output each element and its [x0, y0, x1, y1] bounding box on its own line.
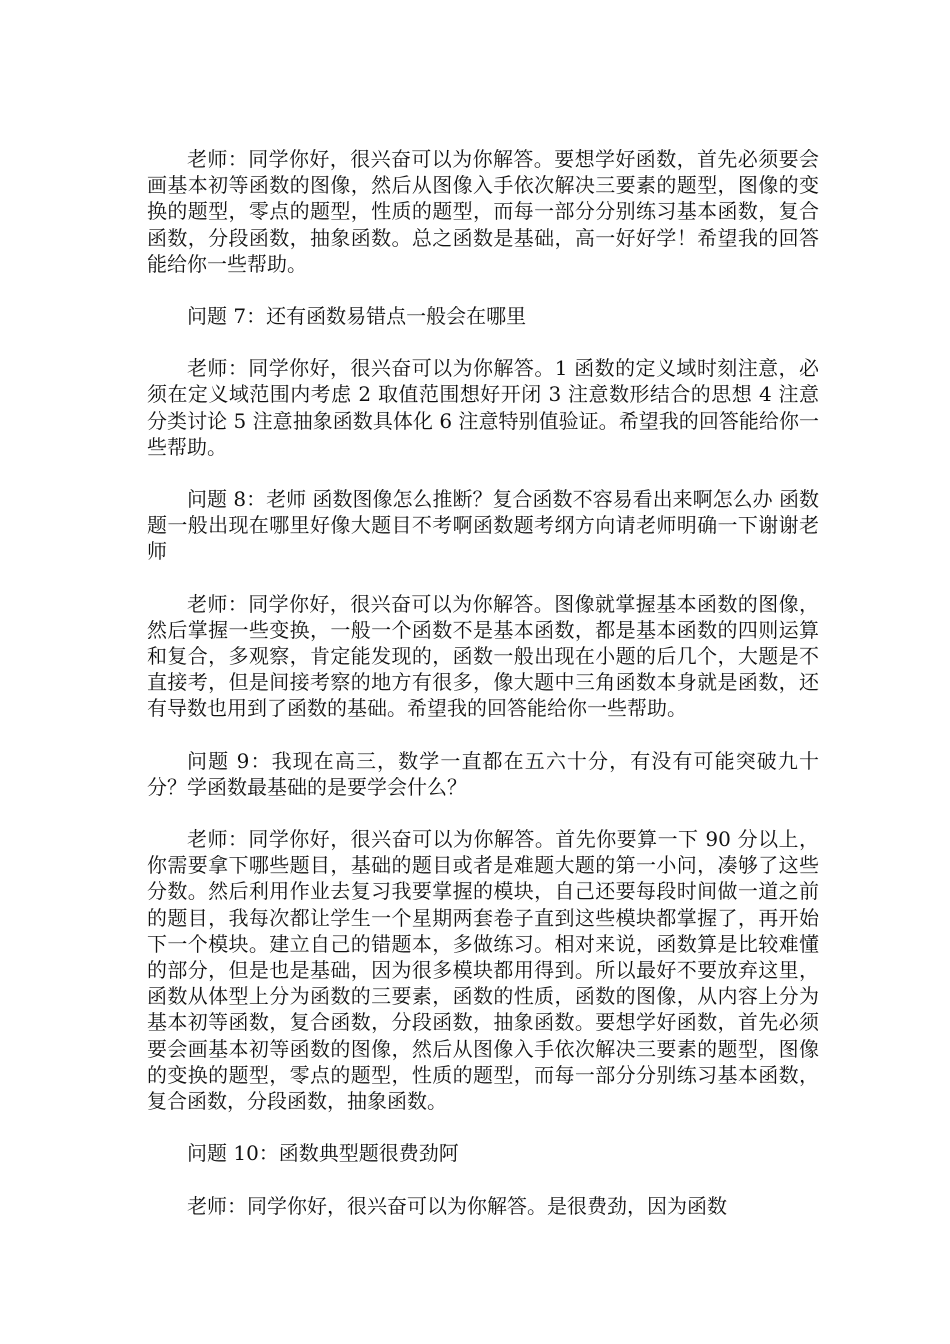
answer-paragraph: 老师：同学你好，很兴奋可以为你解答。首先你要算一下 90 分以上，你需要拿下哪些题目，基础的题目或者是难题大题的第一小问，凑够了这些分数。然后利用作业去复习我要掌握的模块，自己还要每段时间做一道之前的题目，我每次都让学生一个星期两套卷子直到这些模块都掌握了，再开始下一个模块。建立自己的错题本，多做练习。相对来说，函数算是比较难懂的部分，但是也是基础，因为很多模块都用得到。所以最好不要放弃这里，函数从体型上分为函数的三要素，函数的性质，函数的图像，从内容上分为基本初等函数，复合函数，分段函数，抽象函数。要想学好函数，首先必须要会画基本初等函数的图像，然后从图像入手依次解决三要素的题型，图像的变换的题型，零点的题型，性质的题型，而每一部分分别练习基本函数，复合函数，分段函数，抽象函数。: [147, 827, 819, 1114]
question-paragraph: 问题 9：我现在高三，数学一直都在五六十分，有没有可能突破九十分？学函数最基础的是要学会什么？: [147, 748, 819, 799]
answer-paragraph: 老师：同学你好，很兴奋可以为你解答。1 函数的定义域时刻注意，必须在定义域范围内考虑 2 取值范围想好开闭 3 注意数形结合的思想 4 注意分类讨论 5 注意抽象函数具体化 6 注意特别值验证。希望我的回答能给你一些帮助。: [147, 356, 819, 459]
question-paragraph: 问题 10：函数典型题很费劲阿: [187, 1141, 459, 1166]
question-paragraph: 问题 8：老师 函数图像怎么推断？复合函数不容易看出来啊怎么办 函数题一般出现在哪里好像大题目不考啊函数题考纲方向请老师明确一下谢谢老师: [147, 487, 819, 564]
question-paragraph: 问题 7：还有函数易错点一般会在哪里: [187, 304, 527, 329]
answer-paragraph: 老师：同学你好，很兴奋可以为你解答。图像就掌握基本函数的图像，然后掌握一些变换，一般一个函数不是基本函数，都是基本函数的四则运算和复合，多观察，肯定能发现的，函数一般出现在小题的后几个，大题是不直接考，但是间接考察的地方有很多，像大题中三角函数本身就是函数，还有导数也用到了函数的基础。希望我的回答能给你一些帮助。: [147, 591, 819, 721]
answer-paragraph: 老师：同学你好，很兴奋可以为你解答。要想学好函数，首先必须要会画基本初等函数的图像，然后从图像入手依次解决三要素的题型，图像的变换的题型，零点的题型，性质的题型，而每一部分分别练习基本函数，复合函数，分段函数，抽象函数。总之函数是基础，高一好好学！希望我的回答能给你一些帮助。: [147, 147, 819, 276]
document-body: [147, 146, 819, 1219]
answer-paragraph: 老师：同学你好，很兴奋可以为你解答。是很费劲，因为函数: [187, 1193, 727, 1218]
